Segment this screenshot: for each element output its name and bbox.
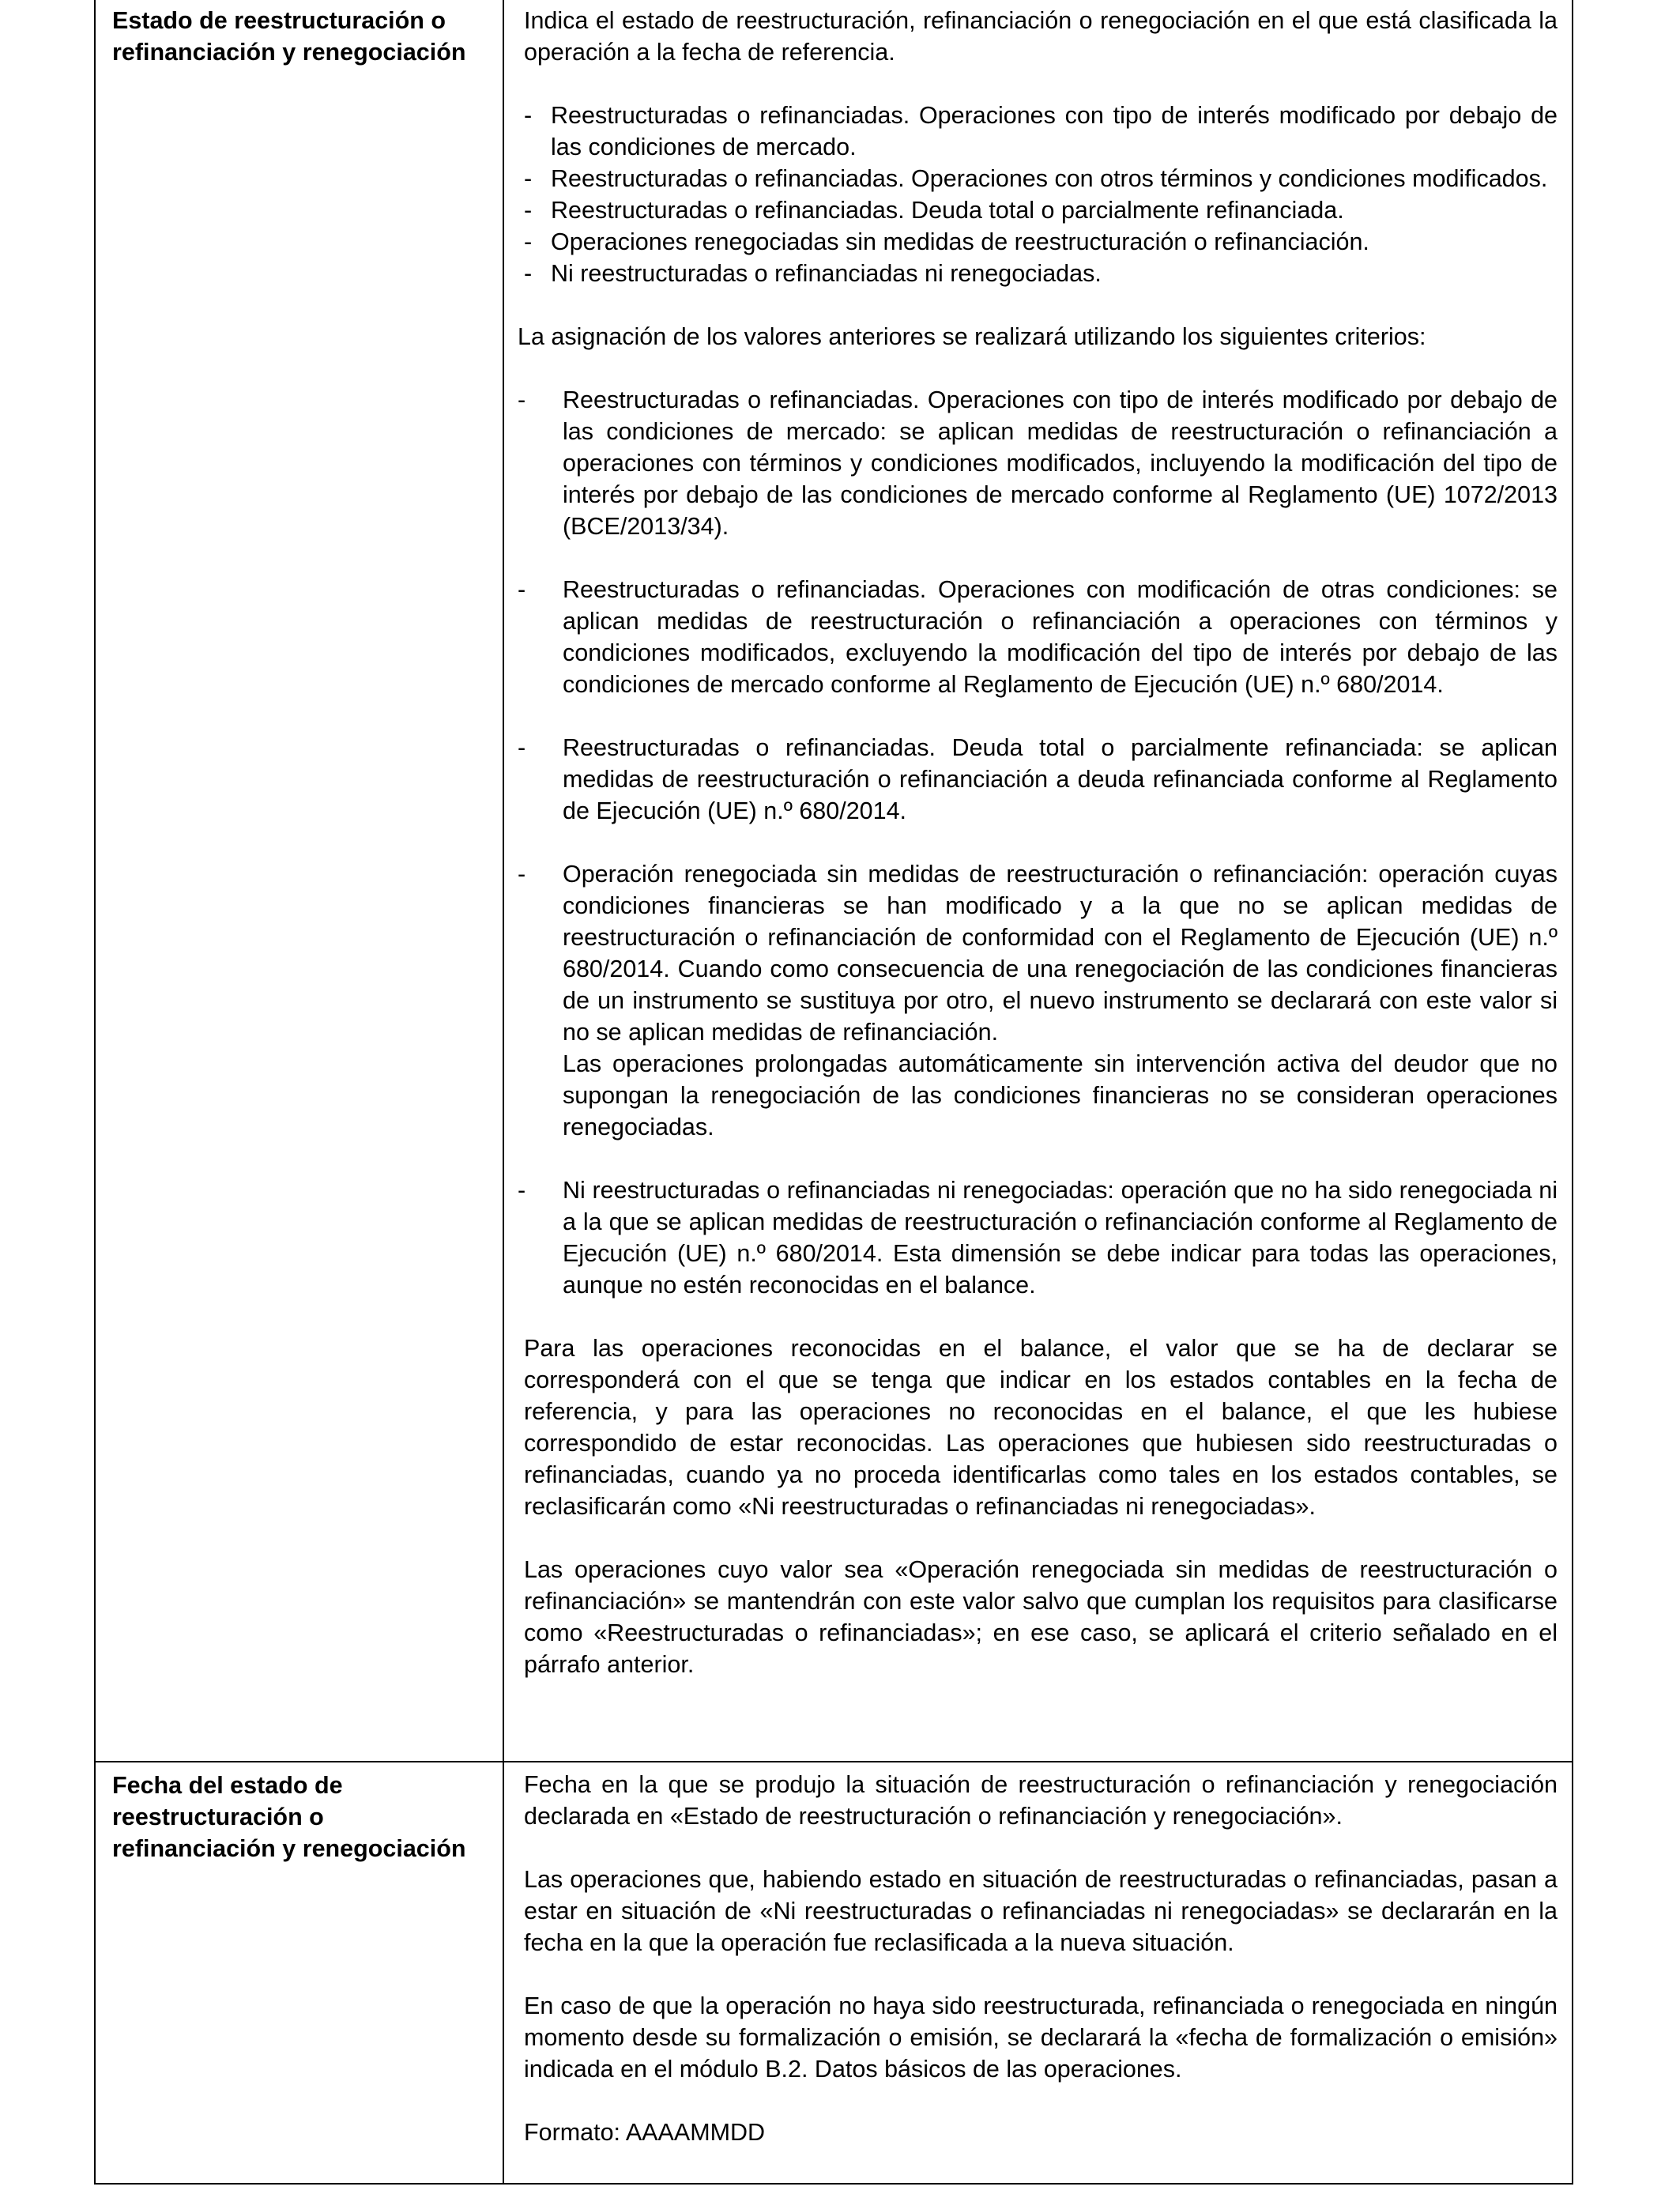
value-item: - Reestructuradas o refinanciadas. Operaciones con tipo de interés modificado por debajo de las condiciones de mercado. xyxy=(524,102,1558,160)
description-paragraph: En caso de que la operación no haya sido reestructurada, refinanciada o renegociada en ningún momento desde su formalización o emisión, se declarará la «fecha de formalización o emisión» indicada en el módulo B.2. Datos básicos de las operaciones. xyxy=(524,1992,1558,2083)
closing-paragraph: Las operaciones cuyo valor sea «Operación renegociada sin medidas de reestructuración o refinanciación» se mantendrán con este valor salvo que cumplan los requisitos para clasificarse como «Reestructuradas o refinanciadas»; en ese caso, se aplicará el criterio señalado en el párrafo anterior. xyxy=(524,1556,1558,1678)
table-row-fecha xyxy=(96,1761,1572,2185)
criteria-item: - Reestructuradas o refinanciadas. Operaciones con tipo de interés modificado por debajo de las condiciones de mercado: se aplican medidas de reestructuración o refinanciación a operaciones con términos y condiciones modificados, incluyendo la modificación del tipo de interés por debajo de las condiciones de mercado conforme al Reglamento (UE) 1072/2013 (BCE/2013/34). xyxy=(518,386,1558,540)
criteria-item-note: Las operaciones prolongadas automáticamente sin intervención activa del deudor que no supongan la renegociación de las condiciones financieras no se consideran operaciones renegociadas. xyxy=(563,1050,1558,1140)
criteria-item: - Reestructuradas o refinanciadas. Deuda total o parcialmente refinanciada: se aplican medidas de reestructuración o refinanciación a deuda refinanciada conforme al Reglamento de Ejecución (UE) n.º 680/2014. xyxy=(518,734,1558,824)
closing-paragraph: Para las operaciones reconocidas en el balance, el valor que se ha de declarar se corresponderá con el que se tenga que indicar en los estados contables en la fecha de referencia, y para las operaciones no reconocidas en el balance, el que les hubiese correspondido de estar reconocidas. Las operaciones que hubiesen sido reestructuradas o refinanciadas, cuando ya no proceda identificarlas como tales en los estados contables, se reclasificarán como «Ni reestructuradas o refinanciadas ni renegociadas». xyxy=(524,1335,1558,1520)
criteria-item: - Ni reestructuradas o refinanciadas ni renegociadas: operación que no ha sido renegociada ni a la que se aplican medidas de reestructuración o refinanciación conforme al Reglamento de Ejecución (UE) n.º 680/2014. Esta dimensión se debe indicar para todas las operaciones, aunque no estén reconocidas en el balance. xyxy=(518,1177,1558,1299)
field-description-estado xyxy=(518,5,1558,1680)
description-paragraph: Fecha en la que se produjo la situación de reestructuración o refinanciación y renegociación declarada en «Estado de reestructuración o refinanciación y renegociación». xyxy=(524,1771,1558,1830)
field-name-fecha: Fecha del estado de reestructuración o refinanciación y renegociación xyxy=(112,1772,466,1862)
column-divider xyxy=(503,1762,504,2185)
table-row-estado xyxy=(96,0,1572,1761)
intro-paragraph: Indica el estado de reestructuración, refinanciación o renegociación en el que está clasificada la operación a la fecha de referencia. xyxy=(524,7,1558,66)
value-item: - Reestructuradas o refinanciadas. Deuda total o parcialmente refinanciada. xyxy=(524,197,1344,224)
description-paragraph: Las operaciones que, habiendo estado en situación de reestructuradas o refinanciadas, pasan a estar en situación de «Ni reestructuradas o refinanciadas ni renegociadas» se declararán en la fecha en la que la operación fue reclasificada a la nueva situación. xyxy=(524,1866,1558,1956)
format-note: Formato: AAAAMMDD xyxy=(524,2119,766,2146)
criteria-item: - Reestructuradas o refinanciadas. Operaciones con modificación de otras condiciones: se aplican medidas de reestructuración o refinanciación a operaciones con términos y condiciones modificados, excluyendo la modificación del tipo de interés por debajo de las condiciones de mercado conforme al Reglamento de Ejecución (UE) n.º 680/2014. xyxy=(518,576,1558,698)
value-item: - Reestructuradas o refinanciadas. Operaciones con otros términos y condiciones modificados. xyxy=(524,165,1548,192)
value-item: - Ni reestructuradas o refinanciadas ni renegociadas. xyxy=(524,260,1102,287)
criteria-intro: La asignación de los valores anteriores se realizará utilizando los siguientes criterios: xyxy=(518,323,1426,350)
definitions-table xyxy=(94,0,1573,2185)
field-name-estado: Estado de reestructuración o refinanciación y renegociación xyxy=(112,7,466,66)
column-divider xyxy=(503,0,504,1761)
field-description-fecha xyxy=(518,1769,1558,2148)
values-list xyxy=(518,100,1558,289)
criteria-item: - Operación renegociada sin medidas de reestructuración o refinanciación: operación cuyas condiciones financieras se han modificado y a la que no se aplican medidas de reestructuración o refinanciación de conformidad con el Reglamento de Ejecución (UE) n.º 680/2014. Cuando como consecuencia de una renegociación de las condiciones financieras de un instrumento se sustituya por otro, el nuevo instrumento se declarará con este valor si no se aplican medidas de refinanciación. xyxy=(518,861,1558,1046)
value-item: - Operaciones renegociadas sin medidas de reestructuración o refinanciación. xyxy=(524,228,1369,255)
